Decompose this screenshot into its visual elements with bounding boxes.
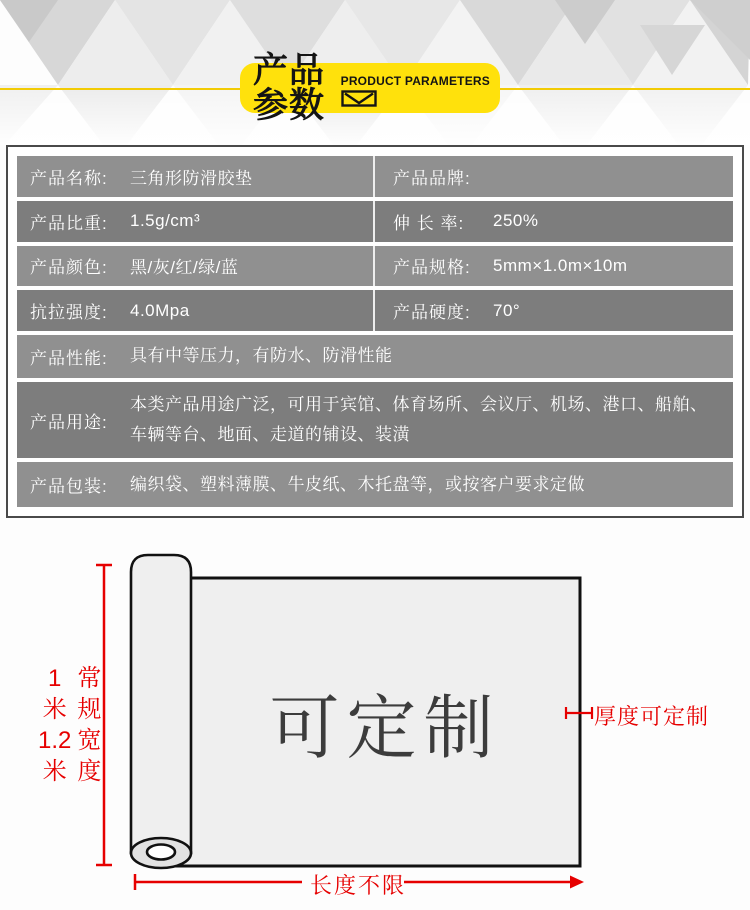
roll-size-diagram <box>0 545 750 910</box>
table-row <box>17 246 733 287</box>
length-label: 长度不限 <box>310 873 407 898</box>
spec-cell-performance <box>17 335 733 378</box>
spec-value: 1.5g/cm³ <box>130 211 201 231</box>
spec-label: 伸 长 率: <box>393 213 465 233</box>
table-row <box>17 156 733 197</box>
spec-label: 产品包装: <box>30 477 108 497</box>
spec-value: 具有中等压力，有防水、防滑性能 <box>130 346 393 366</box>
spec-label: 产品品牌: <box>393 168 471 188</box>
table-row <box>17 201 733 242</box>
spec-cell-usage <box>17 382 733 459</box>
spec-value: 4.0Mpa <box>130 300 190 320</box>
spec-label: 产品规格: <box>393 258 471 278</box>
table-row <box>17 382 733 459</box>
section-header-badge <box>240 51 500 125</box>
table-row <box>17 462 733 507</box>
width-caption: 常 规 宽 度 <box>77 665 102 785</box>
customizable-watermark: 可定制 <box>269 688 501 767</box>
spec-value: 编织袋、塑料薄膜、牛皮纸、木托盘等，或按客户要求定做 <box>130 474 585 494</box>
spec-cell-elongation <box>375 201 733 242</box>
roll-core-hole <box>147 845 175 860</box>
spec-cell-product-name <box>17 156 375 197</box>
spec-value: 70° <box>493 300 521 320</box>
spec-cell-packaging <box>17 462 733 507</box>
envelope-icon <box>341 90 377 107</box>
spec-label: 产品性能: <box>30 348 108 368</box>
spec-label: 抗拉强度: <box>30 303 108 323</box>
spec-label: 产品颜色: <box>30 258 108 278</box>
width-values: 1 米 1.2 米 <box>38 665 72 785</box>
thickness-label: 厚度可定制 <box>594 704 710 729</box>
spec-value: 三角形防滑胶垫 <box>130 168 253 188</box>
spec-label: 产品比重: <box>30 213 108 233</box>
width-dimension-labels <box>38 663 101 787</box>
page-title: 产品参数 <box>253 51 326 125</box>
spec-cell-color <box>17 246 375 287</box>
spec-cell-hardness <box>375 290 733 331</box>
spec-value: 250% <box>493 211 539 231</box>
spec-value: 黑/灰/红/绿/蓝 <box>130 258 239 278</box>
spec-value: 5mm×1.0m×10m <box>493 255 628 275</box>
spec-cell-specific-gravity <box>17 201 375 242</box>
table-row <box>17 335 733 378</box>
spec-cell-brand <box>375 156 733 197</box>
table-row <box>17 290 733 331</box>
spec-label: 产品用途: <box>30 412 108 432</box>
spec-cell-tensile-strength <box>17 290 375 331</box>
page-subtitle: PRODUCT PARAMETERS <box>340 73 490 88</box>
product-spec-table <box>6 145 744 518</box>
spec-label: 产品硬度: <box>393 303 471 323</box>
spec-value: 本类产品用途广泛，可用于宾馆、体育场所、会议厅、机场、港口、船舶、车辆等台、地面、走道的铺设、装潢 <box>130 395 708 444</box>
roll-shape <box>131 555 191 853</box>
spec-cell-size <box>375 246 733 287</box>
arrow-head-icon <box>570 876 584 889</box>
spec-label: 产品名称: <box>30 168 108 188</box>
